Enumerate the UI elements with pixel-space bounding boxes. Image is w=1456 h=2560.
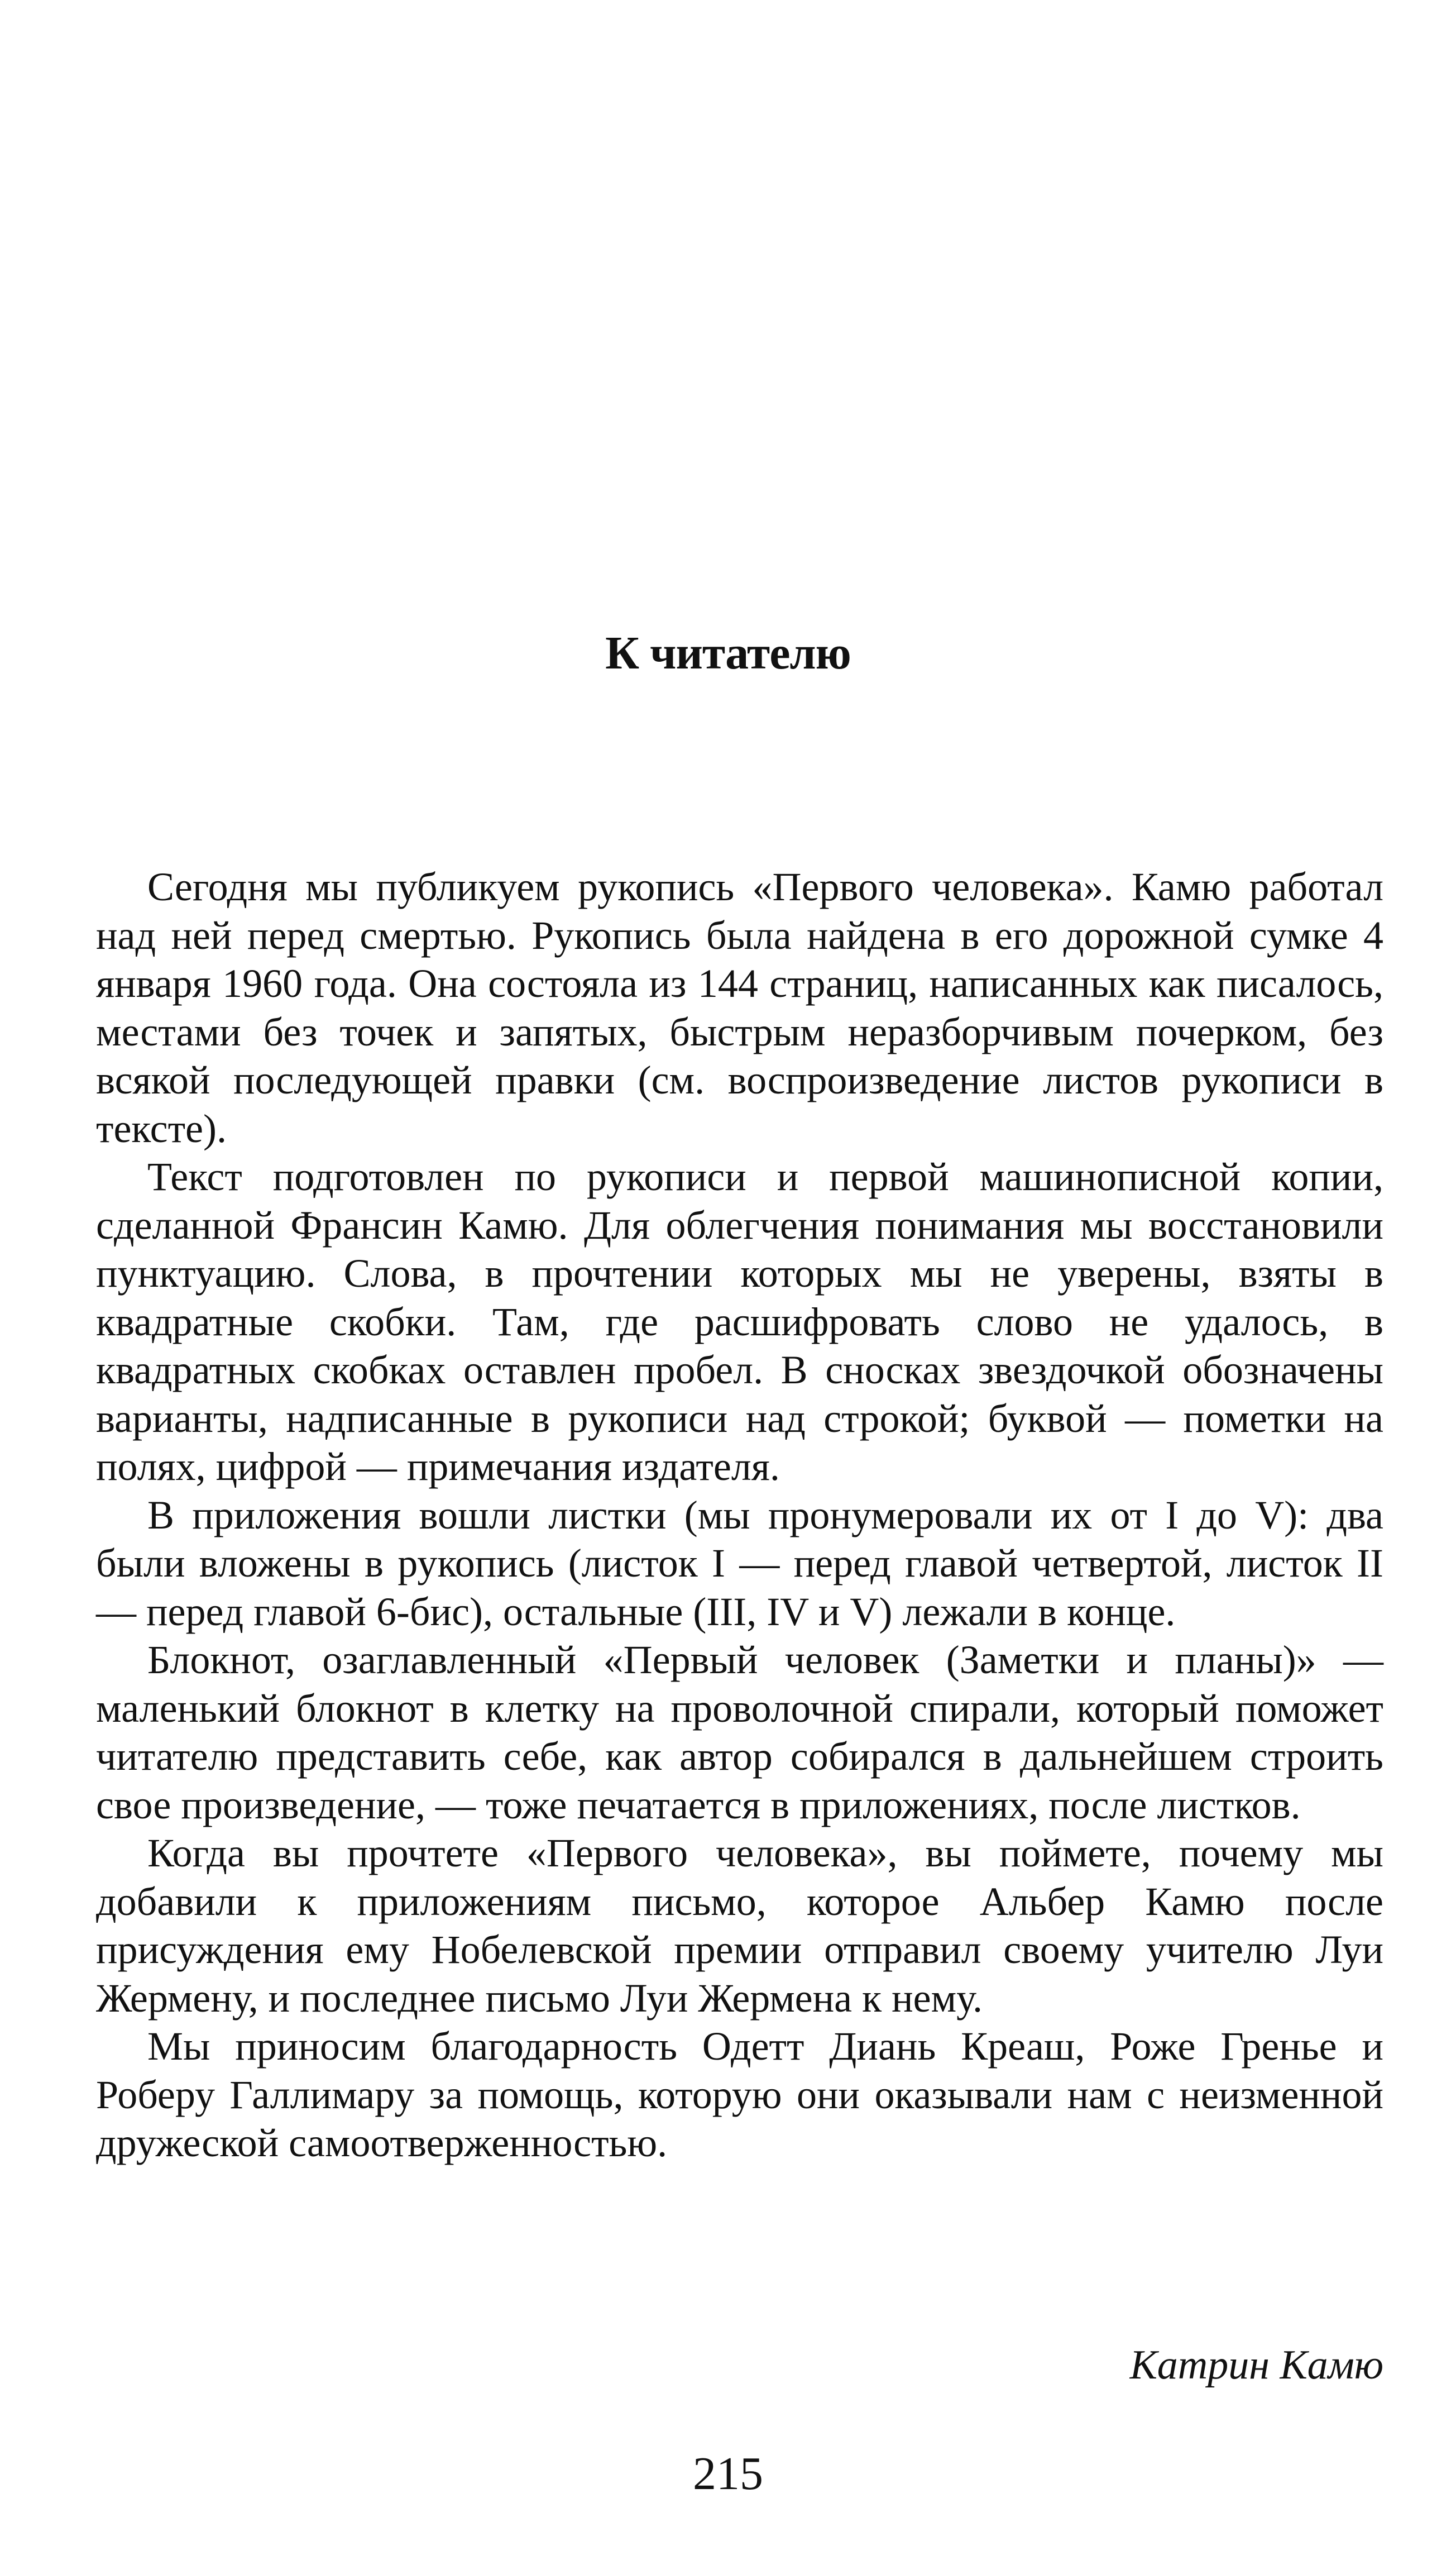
author-signature: Катрин Камю xyxy=(1129,2342,1383,2388)
paragraph-6: Мы приносим благодарность Одетт Диань Креаш, Роже Греньe и Роберу Галлимару за помощь, которую они оказывали нам с неизменной дружеской самоотверженностью. xyxy=(96,2024,1383,2165)
paragraph-3: В приложения вошли листки (мы пронумеровали их от I до V): два были вложены в рукопись (листок I — перед главой четвертой, листок II — перед главой 6-бис), остальные (III, IV и V) лежали в конце. xyxy=(96,1492,1383,1634)
paragraph-5: Когда вы прочтете «Первого человека», вы поймете, почему мы добавили к приложениям письмо, которое Альбер Камю после присуждения ему Нобелевской премии отправил своему учителю Луи Жермену, и последнее письмо Луи Жермена к нему. xyxy=(96,1831,1383,2021)
page-title: К читателю xyxy=(605,627,851,679)
paragraph-2: Текст подготовлен по рукописи и первой машинописной копии, сделанной Франсин Камю. Для облегчения понимания мы восстановили пунктуацию. Слова, в прочтении которых мы не уверены, взяты в квадратные скобки. Там, где расшифровать слово не удалось, в квадратных скобках оставлен пробел. В сносках звездочкой обозначены варианты, надписанные в рукописи над строкой; буквой — пометки на полях, цифрой — примечания издателя. xyxy=(96,1154,1383,1489)
page-number: 215 xyxy=(693,2448,763,2500)
paragraph-4: Блокнот, озаглавленный «Первый человек (Заметки и планы)» — маленький блокнот в клетку на проволочной спирали, который поможет читателю представить себе, как автор собирался в дальнейшем строить свое произведение, — тоже печатается в приложениях, после листков. xyxy=(96,1637,1383,1827)
body-text xyxy=(96,863,1383,2167)
paragraph-1: Сегодня мы публикуем рукопись «Первого человека». Камю работал над ней перед смертью. Рукопись была найдена в его дорожной сумке 4 января 1960 года. Она состояла из 144 страниц, написанных как писалось, местами без точек и запятых, быстрым неразборчивым почерком, без всякой последующей правки (см. воспроизведение листов рукописи в тексте). xyxy=(96,865,1383,1151)
